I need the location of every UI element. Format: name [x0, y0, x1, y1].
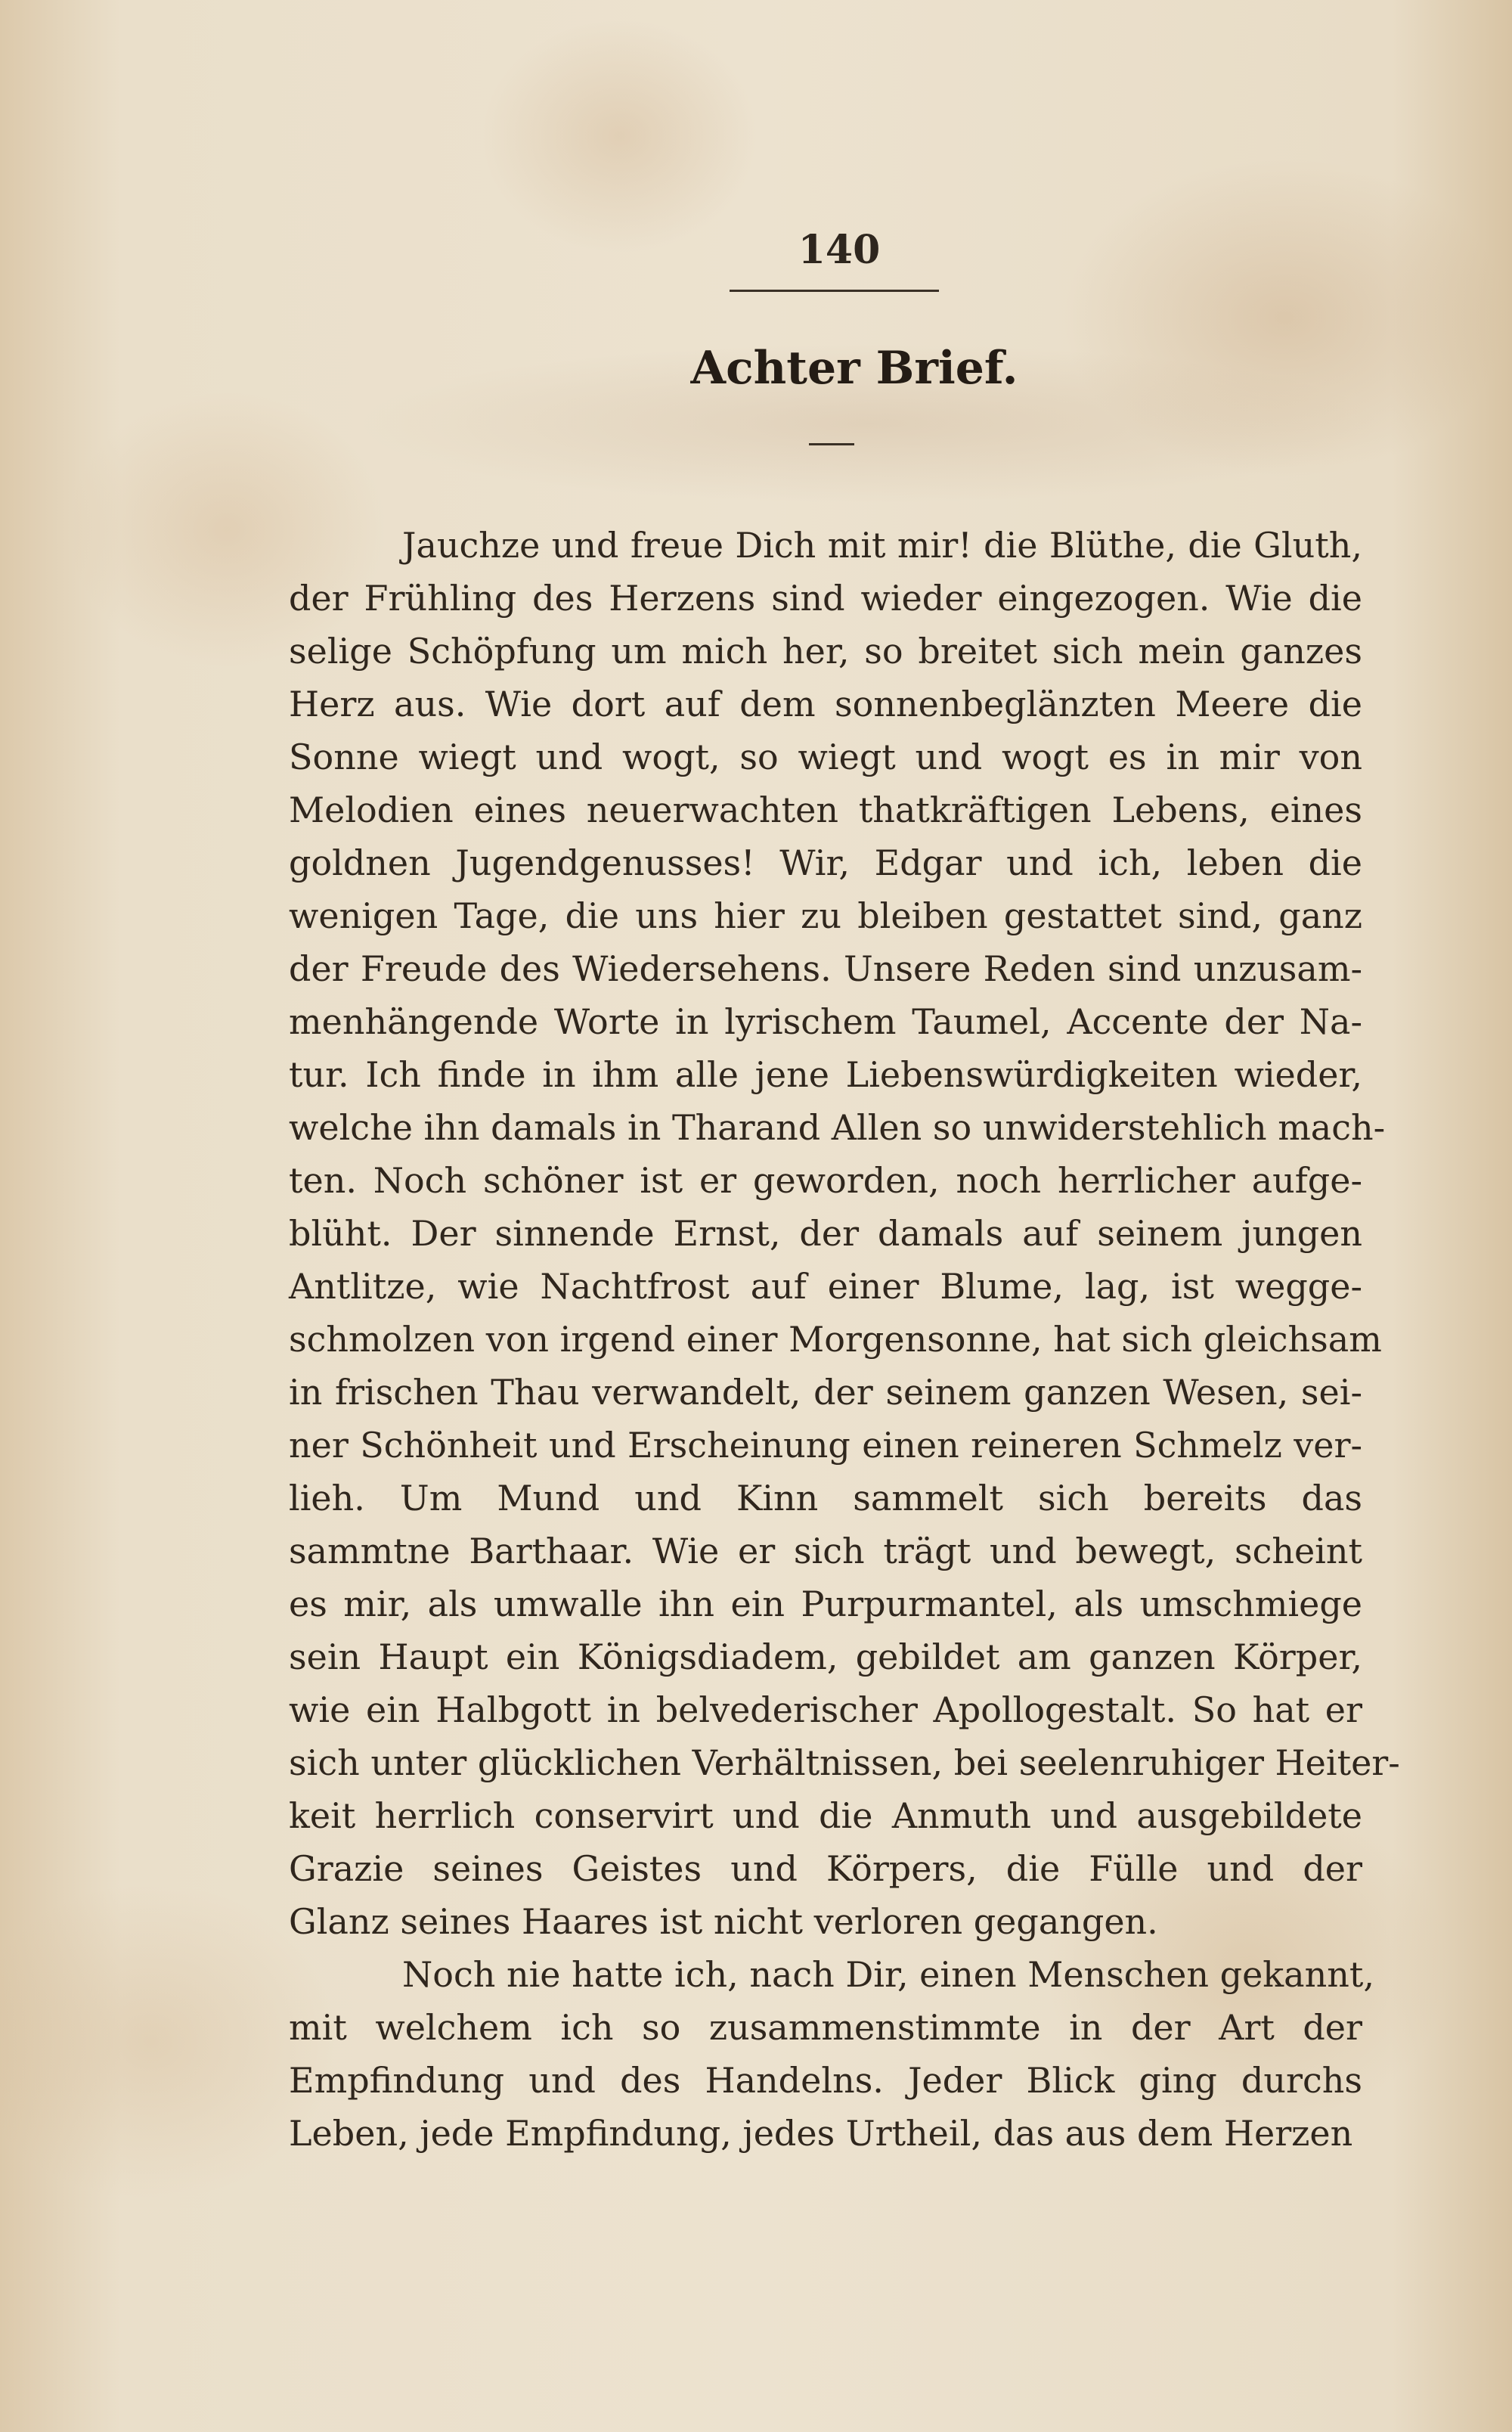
text-line: Empfindung und des Handelns. Jeder Blick ging durchs [289, 2060, 1362, 2101]
page-number-rule [730, 290, 939, 292]
text-line: Sonne wiegt und wogt, so wiegt und wogt es in mir von [289, 737, 1362, 777]
text-line: ner Schönheit und Erscheinung einen reineren Schmelz ver- [289, 1425, 1362, 1466]
page-number: 140 [798, 227, 881, 273]
text-line: Melodien eines neuerwachten thatkräftigen Lebens, eines [289, 789, 1362, 830]
text-line: wenigen Tage, die uns hier zu bleiben gestattet sind, ganz [289, 895, 1362, 936]
text-line: Herz aus. Wie dort auf dem sonnenbeglänzten Meere die [289, 684, 1362, 724]
text-line: sein Haupt ein Königsdiadem, gebildet am ganzen Körper, [289, 1636, 1362, 1677]
text-line: keit herrlich conservirt und die Anmuth und ausgebildete [289, 1795, 1362, 1836]
text-line: in frischen Thau verwandelt, der seinem ganzen Wesen, sei- [289, 1372, 1362, 1413]
text-line: der Freude des Wiedersehens. Unsere Reden sind unzusam- [289, 948, 1362, 989]
text-line: Grazie seines Geistes und Körpers, die Fülle und der [289, 1848, 1362, 1889]
text-line: der Frühling des Herzens sind wieder eingezogen. Wie die [289, 578, 1362, 619]
text-line: lieh. Um Mund und Kinn sammelt sich bereits das [289, 1478, 1362, 1518]
text-line: Jauchze und freue Dich mit mir! die Blüthe, die Gluth, [402, 525, 1362, 566]
text-line: Glanz seines Haares ist nicht verloren gegangen. [289, 1901, 1158, 1942]
text-line: selige Schöpfung um mich her, so breitet sich mein ganzes [289, 631, 1362, 672]
text-line: menhängende Worte in lyrischem Taumel, Accente der Na- [289, 1001, 1362, 1042]
text-line: es mir, als umwalle ihn ein Purpurmantel, als umschmiege [289, 1584, 1362, 1624]
title-rule [809, 443, 854, 445]
text-line: Leben, jede Empfindung, jedes Urtheil, das aus dem Herzen [289, 2113, 1353, 2154]
text-line: tur. Ich finde in ihm alle jene Liebenswürdigkeiten wieder, [289, 1054, 1362, 1095]
text-line: ten. Noch schöner ist er geworden, noch herrlicher aufge- [289, 1160, 1362, 1201]
text-line: schmolzen von irgend einer Morgensonne, hat sich gleichsam [289, 1319, 1382, 1360]
body-text [289, 519, 1400, 2160]
text-line: Antlitze, wie Nachtfrost auf einer Blume, lag, ist wegge- [289, 1266, 1362, 1307]
text-line: Noch nie hatte ich, nach Dir, einen Menschen gekannt, [402, 1954, 1374, 1995]
text-line: blüht. Der sinnende Ernst, der damals auf seinem jungen [289, 1213, 1362, 1254]
text-line: welche ihn damals in Tharand Allen so unwiderstehlich mach- [289, 1107, 1386, 1148]
text-line: sich unter glücklichen Verhältnissen, bei seelenruhiger Heiter- [289, 1742, 1400, 1783]
letter-title: Achter Brief. [690, 342, 1018, 395]
text-line: mit welchem ich so zusammenstimmte in der Art der [289, 2007, 1362, 2048]
text-line: wie ein Halbgott in belvederischer Apollogestalt. So hat er [289, 1689, 1362, 1730]
text-line: goldnen Jugendgenusses! Wir, Edgar und ich, leben die [289, 842, 1362, 883]
text-line: sammtne Barthaar. Wie er sich trägt und bewegt, scheint [289, 1531, 1362, 1571]
